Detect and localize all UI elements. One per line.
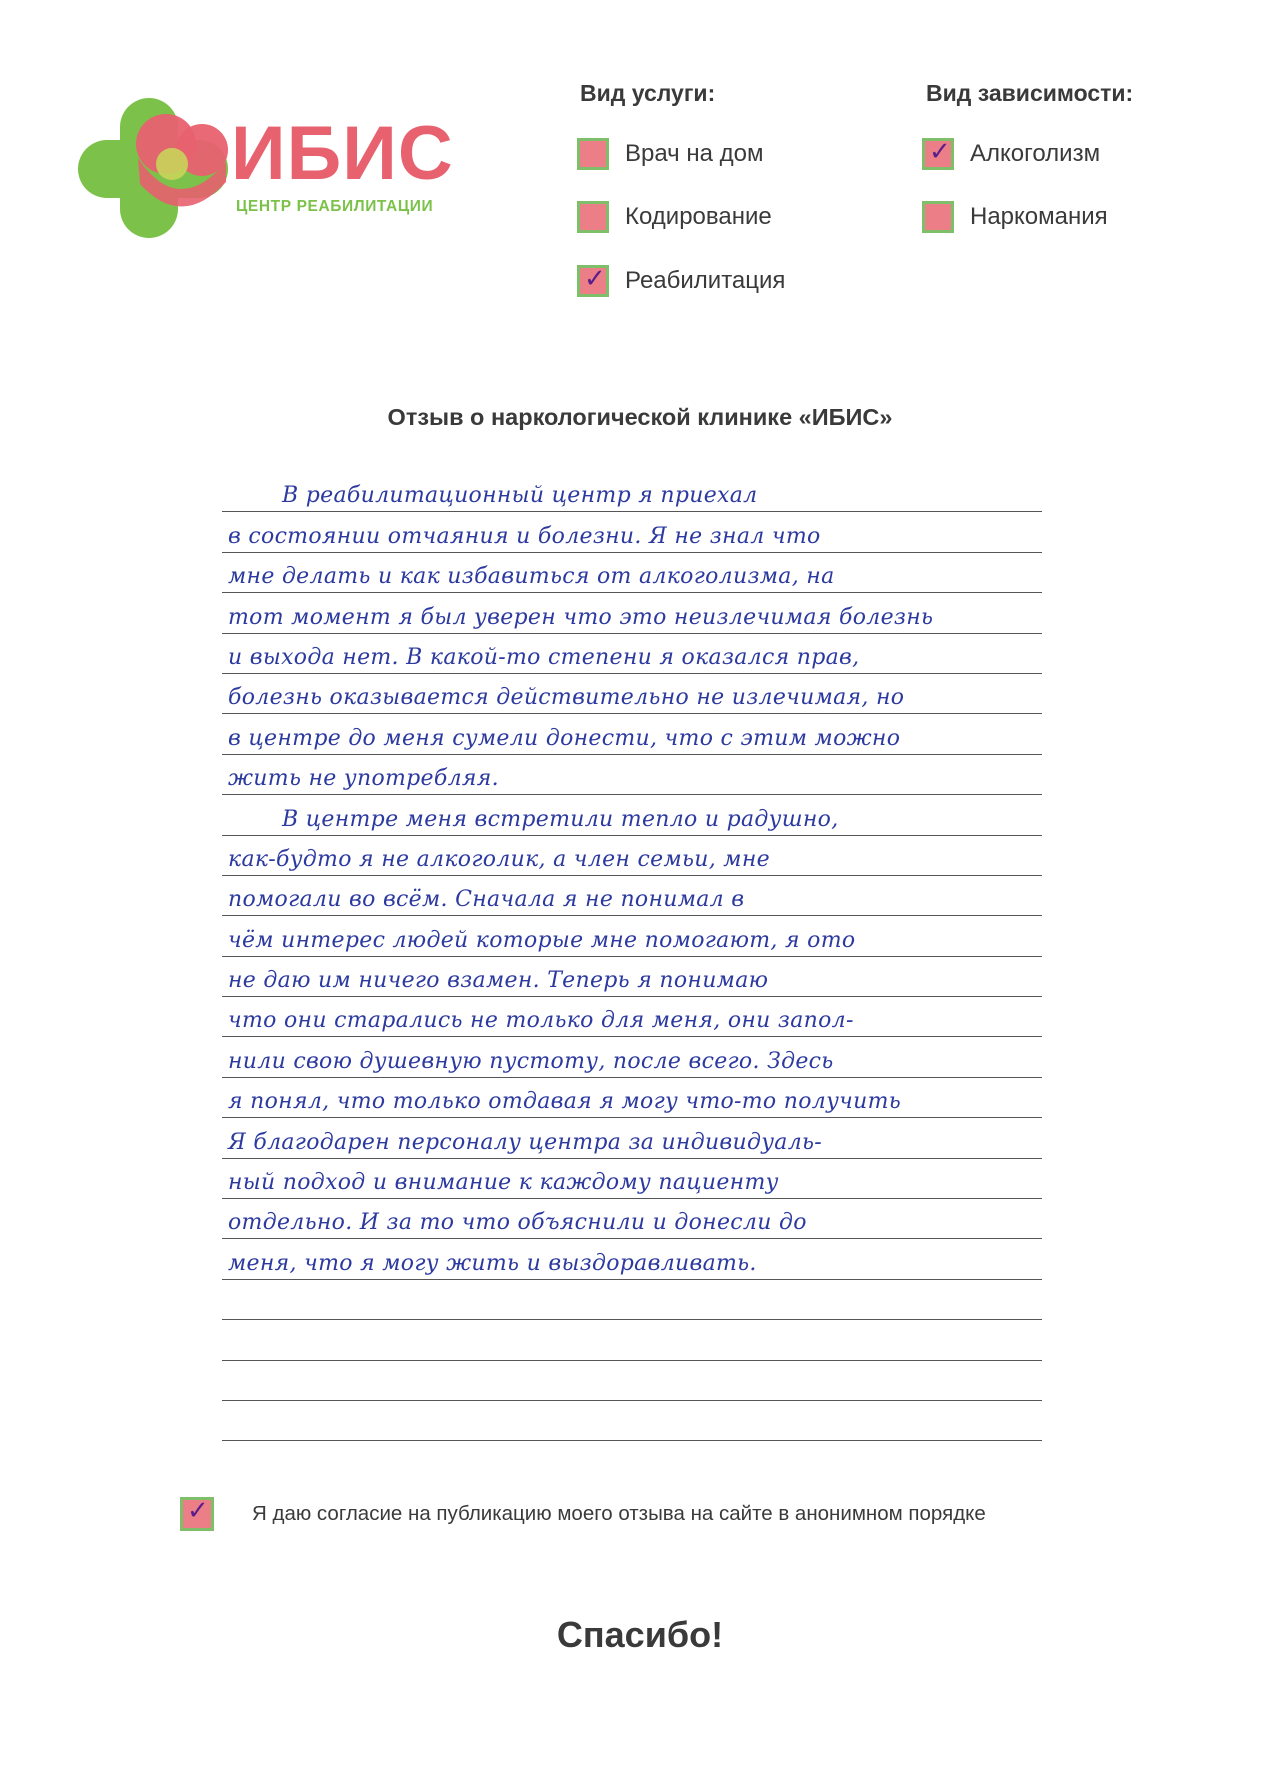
handwritten-text: мне делать и как избавиться от алкоголизма, на — [228, 564, 835, 590]
consent-label: Я даю согласие на публикацию моего отзыва на сайте в анонимном порядке — [252, 1502, 986, 1525]
handwritten-text: что они старались не только для меня, они запол- — [228, 1008, 854, 1034]
handwritten-text: нили свою душевную пустоту, после всего. Здесь — [228, 1048, 834, 1074]
checkmark-icon: ✓ — [187, 1496, 209, 1526]
handwritten-text: не даю им ничего взамен. Теперь я понимаю — [228, 968, 769, 994]
cross-logo-icon — [78, 98, 238, 238]
review-line — [222, 1159, 1042, 1199]
review-line — [222, 1320, 1042, 1360]
review-line — [222, 957, 1042, 997]
review-line — [222, 1361, 1042, 1401]
review-line — [222, 593, 1042, 633]
handwritten-text: и выхода нет. В какой-то степени я оказался прав, — [228, 644, 860, 670]
thanks-text: Спасибо! — [556, 1614, 724, 1655]
review-line — [222, 997, 1042, 1037]
review-line — [222, 1280, 1042, 1320]
consent-checkbox[interactable] — [180, 1497, 214, 1531]
handwritten-text: В реабилитационный центр я приехал — [282, 483, 758, 509]
review-line — [222, 1078, 1042, 1118]
handwritten-text: в центре до меня сумели донести, что с этим можно — [228, 725, 901, 751]
handwritten-text: тот момент я был уверен что это неизлечимая болезнь — [228, 604, 934, 630]
service-option-label: Реабилитация — [625, 267, 786, 294]
addiction-checkbox-drug-addiction[interactable] — [922, 201, 954, 233]
ibis-logo — [78, 98, 488, 238]
service-option-rehabilitation[interactable] — [577, 263, 785, 299]
addiction-option-label: Наркомания — [970, 203, 1108, 230]
review-line — [222, 755, 1042, 795]
review-line — [222, 634, 1042, 674]
consent-row[interactable] — [180, 1497, 986, 1531]
service-option-coding[interactable] — [577, 199, 772, 235]
service-checkbox-coding[interactable] — [577, 201, 609, 233]
service-checkbox-rehabilitation[interactable] — [577, 265, 609, 297]
checkmark-icon: ✓ — [584, 264, 606, 294]
service-option-label: Врач на дом — [625, 140, 764, 167]
addiction-option-label: Алкоголизм — [970, 140, 1101, 167]
review-line — [222, 795, 1042, 835]
review-title: Отзыв о наркологической клинике «ИБИС» — [387, 404, 893, 430]
handwritten-text: помогали во всём. Сначала я не понимал в — [228, 887, 745, 913]
addiction-option-drug-addiction[interactable] — [922, 199, 1108, 235]
handwritten-text: в состоянии отчаяния и болезни. Я не знал что — [228, 523, 821, 549]
handwritten-text: В центре меня встретили тепло и радушно, — [282, 806, 839, 832]
review-line — [222, 1037, 1042, 1077]
review-line — [222, 1118, 1042, 1158]
service-option-doctor-home[interactable] — [577, 136, 763, 172]
review-line — [222, 674, 1042, 714]
review-line — [222, 553, 1042, 593]
addiction-checkbox-alcoholism[interactable] — [922, 138, 954, 170]
review-line — [222, 512, 1042, 552]
handwritten-text: ный подход и внимание к каждому пациенту — [228, 1170, 779, 1196]
handwritten-text: как-будто я не алкоголик, а член семьи, мне — [228, 846, 770, 872]
checkmark-icon: ✓ — [929, 137, 951, 167]
review-line — [222, 916, 1042, 956]
addiction-option-alcoholism[interactable] — [922, 136, 1100, 172]
handwritten-text: жить не употребляя. — [228, 766, 499, 792]
review-line — [222, 472, 1042, 512]
service-option-label: Кодирование — [625, 203, 772, 230]
logo-title: ИБИС — [231, 111, 454, 196]
review-line — [222, 1239, 1042, 1279]
handwritten-text: чём интерес людей которые мне помогают, я ото — [228, 927, 856, 953]
review-line — [222, 1199, 1042, 1239]
review-line — [222, 836, 1042, 876]
handwritten-text: меня, что я могу жить и выздоравливать. — [228, 1250, 757, 1276]
service-heading: Вид услуги: — [580, 80, 716, 106]
review-text-area — [222, 472, 1042, 1441]
review-line — [222, 714, 1042, 754]
review-line — [222, 876, 1042, 916]
logo-subtitle: ЦЕНТР РЕАБИЛИТАЦИИ — [236, 198, 434, 215]
addiction-heading: Вид зависимости: — [926, 80, 1134, 106]
handwritten-text: отдельно. И за то что объяснили и донесли до — [228, 1210, 807, 1236]
service-checkbox-doctor-home[interactable] — [577, 138, 609, 170]
handwritten-text: болезнь оказывается действительно не излечимая, но — [228, 685, 905, 711]
review-line — [222, 1401, 1042, 1441]
handwritten-text: я понял, что только отдавая я могу что-то получить — [228, 1089, 902, 1115]
handwritten-text: Я благодарен персоналу центра за индивидуаль- — [228, 1129, 823, 1155]
